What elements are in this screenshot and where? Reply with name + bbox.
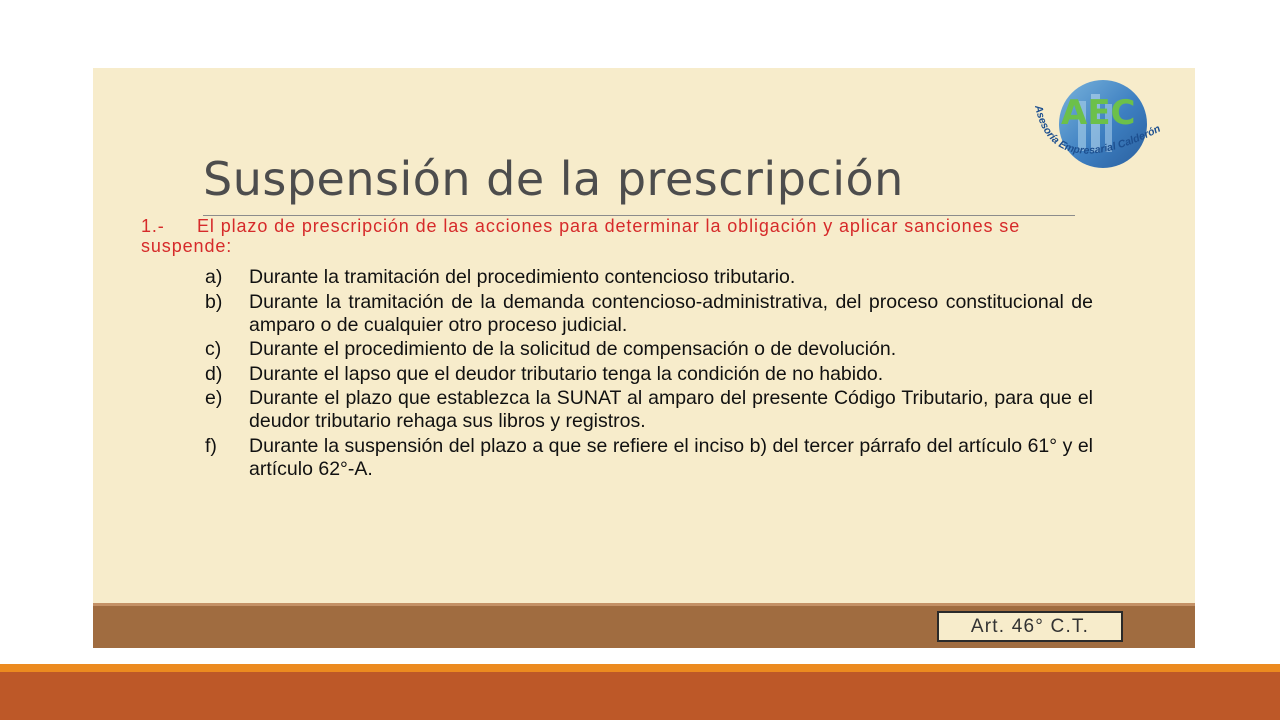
item-text: Durante el lapso que el deudor tributario tenga la condición de no habido. (249, 362, 884, 385)
item-text: Durante el procedimiento de la solicitud de compensación o de devolución. (249, 338, 897, 360)
article-reference: Art. 46° C.T. (937, 611, 1123, 642)
list-item (205, 435, 1093, 481)
list-item (205, 363, 1093, 386)
list-item (205, 266, 1093, 289)
item-text: Durante la suspensión del plazo a que se refiere el inciso b) del tercer párrafo del artículo 61° y el artículo 62°-A. (249, 434, 1093, 480)
slide-image (93, 68, 1195, 648)
item-text: Durante el plazo que establezca la SUNAT al amparo del presente Código Tributario, para que el deudor tributario rehaga sus libros y registros. (249, 387, 1093, 432)
suspension-list (205, 266, 1093, 482)
item-label: e) (205, 387, 223, 409)
intro-text: El plazo de prescripción de las acciones para determinar la obligación y aplicar sanciones se suspende: (141, 216, 1021, 256)
intro-number: 1.- (141, 216, 165, 236)
aec-logo (1023, 76, 1193, 176)
item-text: Durante la tramitación de la demanda contencioso-administrativa, del proceso constitucional de amparo o de cualquier otro proceso judicial. (249, 290, 1093, 336)
item-text: Durante la tramitación del procedimiento contencioso tributario. (249, 266, 796, 288)
list-item (205, 338, 1093, 361)
list-item (205, 291, 1093, 337)
item-label: d) (205, 362, 223, 385)
item-label: b) (205, 290, 223, 313)
item-label: c) (205, 338, 222, 360)
intro-paragraph (141, 216, 1101, 256)
item-label: a) (205, 266, 223, 288)
list-item (205, 387, 1093, 433)
bottom-accent-stripe (0, 664, 1280, 672)
bottom-bar (0, 672, 1280, 720)
logo-letters: AEC (1061, 93, 1136, 133)
item-label: f) (205, 434, 217, 457)
logo-caption: Asesoría Empresarial Calderón (1032, 104, 1163, 157)
slide-title: Suspensión de la prescripción (203, 152, 904, 206)
